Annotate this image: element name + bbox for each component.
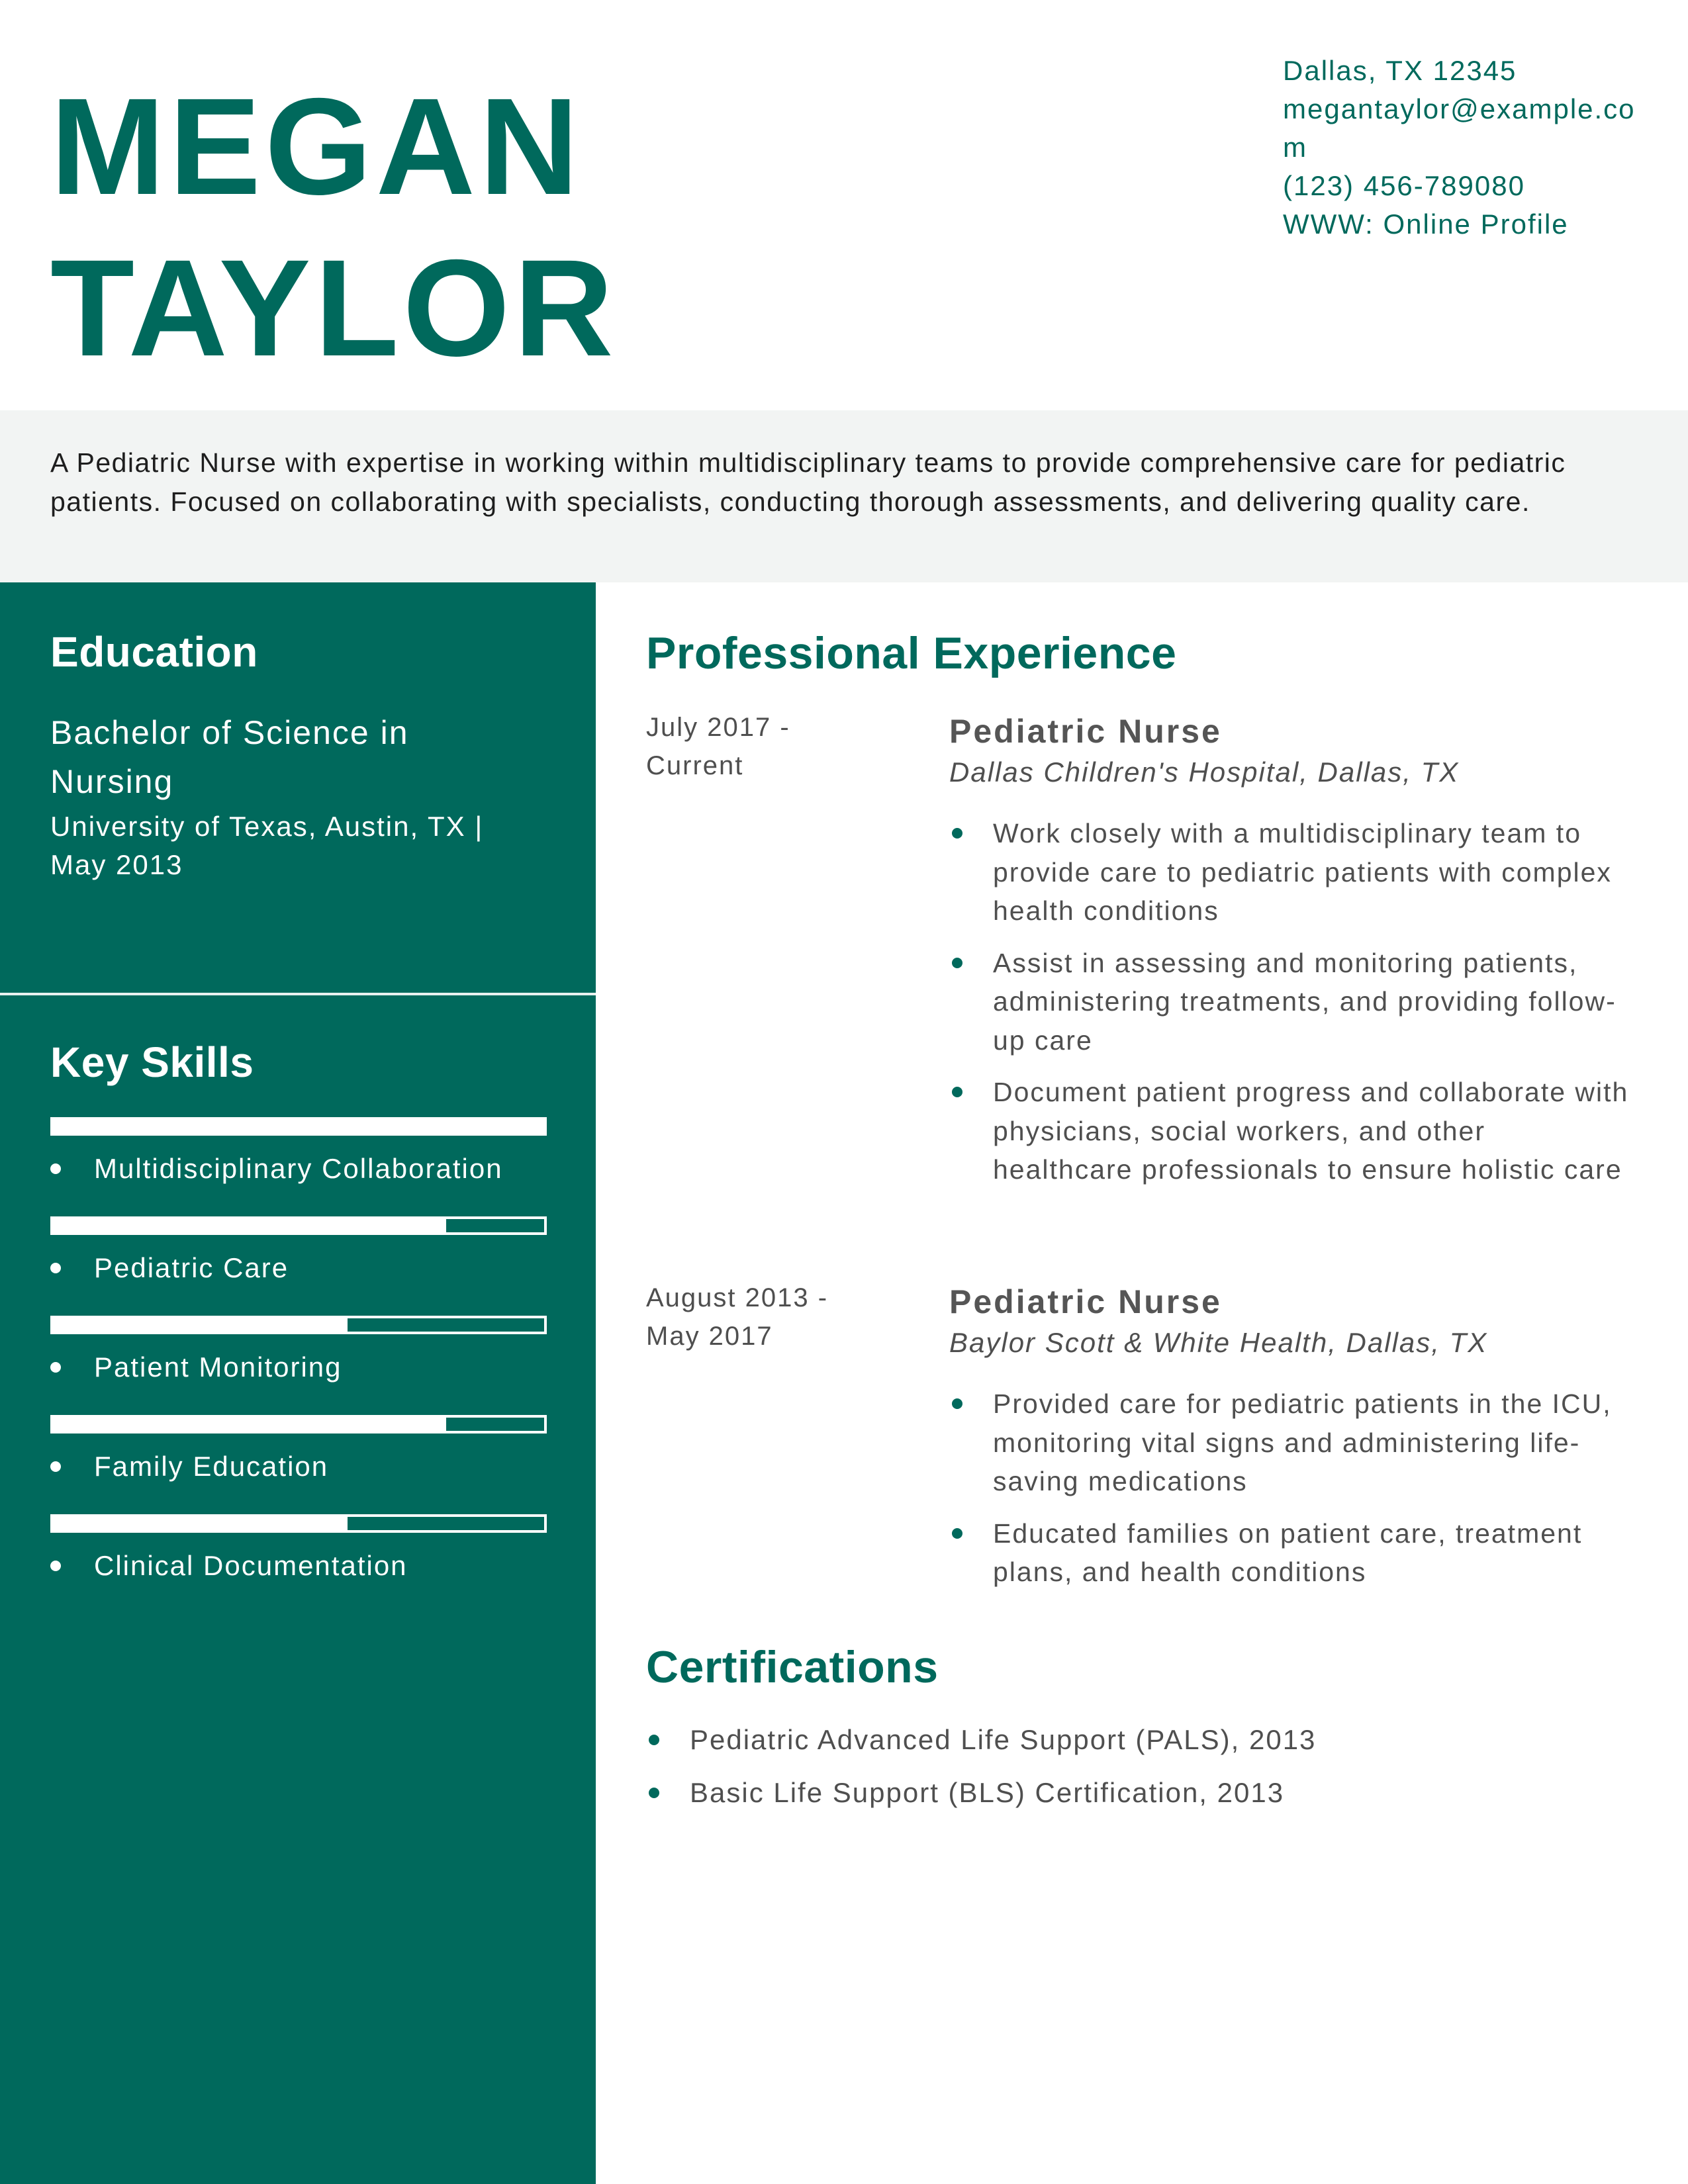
job-company: Baylor Scott & White Health, Dallas, TX [949, 1327, 1488, 1358]
list-item [646, 1774, 1639, 1812]
skill-label: Patient Monitoring [94, 1351, 342, 1383]
skill-level-fill [53, 1517, 348, 1530]
list-item [949, 944, 1631, 1060]
bullet-text: Assist in assessing and monitoring patients, administering treatments, and providing follow-up care [993, 947, 1617, 1056]
job-title: Pediatric Nurse [949, 713, 1222, 750]
list-item [949, 814, 1631, 931]
bullet-text: Educated families on patient care, treatment plans, and health conditions [993, 1518, 1583, 1587]
skill-level-fill [53, 1120, 544, 1133]
job-dates: July 2017 - Current [646, 713, 790, 780]
skill-level-bar [50, 1514, 547, 1533]
bullet-icon [50, 1163, 61, 1174]
contact-website[interactable]: WWW: Online Profile [1283, 208, 1569, 240]
bullet-text: Work closely with a multidisciplinary team to provide care to pediatric patients with complex health conditions [993, 818, 1612, 926]
skill-level-fill [53, 1418, 446, 1431]
list-item [949, 1514, 1631, 1592]
last-name: TAYLOR [50, 232, 618, 385]
resume-header [0, 0, 1688, 410]
certification-text: Pediatric Advanced Life Support (PALS), 2013 [690, 1724, 1317, 1755]
skill-item [50, 1216, 547, 1316]
bullet-icon [952, 1398, 962, 1409]
professional-summary: A Pediatric Nurse with expertise in working within multidisciplinary teams to provide comprehensive care for pediatric patients. Focused on collaborating with specialists, conducting thorough assessments, and delivering quality care. [0, 410, 1688, 582]
bullet-icon [50, 1362, 61, 1373]
skills-list [50, 1117, 547, 1614]
bullet-icon [649, 1788, 659, 1798]
skill-item [50, 1514, 547, 1614]
skill-label: Clinical Documentation [94, 1550, 408, 1581]
bullet-icon [952, 1087, 962, 1097]
bullet-icon [952, 958, 962, 968]
list-item [949, 1385, 1631, 1501]
job-company: Dallas Children's Hospital, Dallas, TX [949, 756, 1460, 788]
sidebar [0, 582, 596, 2184]
bullet-text: Document patient progress and collaborate with physicians, social workers, and other healthcare professionals to ensure holistic care [993, 1077, 1629, 1185]
skill-level-bar [50, 1117, 547, 1136]
skill-level-bar [50, 1216, 547, 1235]
education-school: University of Texas, Austin, TX | May 2013 [50, 811, 484, 880]
contact-address: Dallas, TX 12345 [1283, 55, 1517, 86]
bullet-text: Provided care for pediatric patients in the ICU, monitoring vital signs and administering life-saving medications [993, 1388, 1612, 1496]
contact-email[interactable]: megantaylor@example.com [1283, 93, 1636, 163]
bullet-icon [50, 1561, 61, 1571]
list-item [949, 1073, 1631, 1189]
certifications-heading: Certifications [646, 1642, 939, 1692]
skill-item [50, 1117, 547, 1216]
certification-text: Basic Life Support (BLS) Certification, 2013 [690, 1777, 1285, 1808]
candidate-name [50, 66, 618, 389]
skill-level-bar [50, 1316, 547, 1334]
skill-label: Pediatric Care [94, 1252, 289, 1283]
job-bullets [949, 1385, 1631, 1605]
bullet-icon [649, 1735, 659, 1745]
contact-phone: (123) 456-789080 [1283, 170, 1525, 201]
skill-level-fill [53, 1318, 348, 1332]
first-name: MEGAN [50, 70, 583, 224]
contact-info [1283, 52, 1654, 244]
skill-item [50, 1415, 547, 1514]
skills-heading: Key Skills [50, 1038, 254, 1086]
experience-heading: Professional Experience [646, 628, 1177, 678]
sidebar-divider [0, 993, 596, 995]
certifications-list [646, 1721, 1639, 1827]
bullet-icon [50, 1461, 61, 1472]
skill-label: Multidisciplinary Collaboration [94, 1153, 503, 1184]
job-bullets [949, 814, 1631, 1203]
skill-level-fill [53, 1219, 446, 1232]
job-dates: August 2013 - May 2017 [646, 1283, 829, 1351]
skill-item [50, 1316, 547, 1415]
bullet-icon [952, 1528, 962, 1539]
job-title: Pediatric Nurse [949, 1283, 1222, 1320]
bullet-icon [50, 1263, 61, 1273]
bullet-icon [952, 828, 962, 839]
education-heading: Education [50, 628, 258, 676]
skill-level-bar [50, 1415, 547, 1433]
education-degree: Bachelor of Science in Nursing [50, 714, 409, 800]
skill-label: Family Education [94, 1451, 329, 1482]
list-item [646, 1721, 1639, 1759]
